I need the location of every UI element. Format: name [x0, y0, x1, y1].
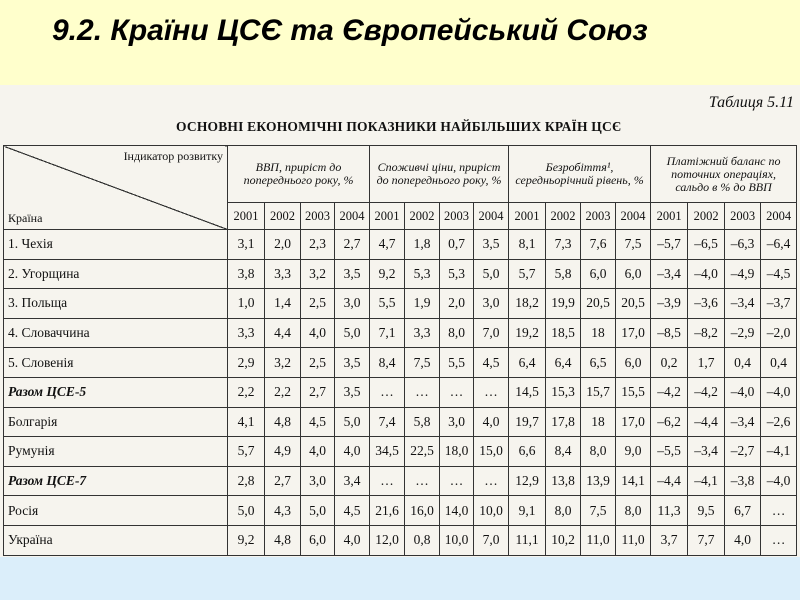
- value-cell: 19,9: [546, 289, 581, 319]
- value-cell: 2,7: [301, 377, 335, 407]
- year-header-cell: 2002: [265, 203, 301, 230]
- value-cell: 8,0: [440, 318, 474, 348]
- country-cell: 4. Словаччина: [4, 318, 228, 348]
- table-row: [4, 525, 797, 555]
- value-cell: 10,2: [546, 525, 581, 555]
- value-cell: 1,0: [228, 289, 265, 319]
- value-cell: 7,4: [370, 407, 405, 437]
- value-cell: –4,1: [688, 466, 725, 496]
- value-cell: 0,8: [405, 525, 440, 555]
- value-cell: 18: [581, 318, 616, 348]
- value-cell: 10,0: [440, 525, 474, 555]
- value-cell: –4,4: [688, 407, 725, 437]
- value-cell: 5,3: [405, 259, 440, 289]
- country-cell: Румунія: [4, 437, 228, 467]
- value-cell: …: [761, 496, 797, 526]
- group-header-unemployment: Безробіття¹, середньорічний рівень, %: [509, 146, 651, 203]
- value-cell: 17,8: [546, 407, 581, 437]
- group-header-row: [4, 146, 797, 203]
- value-cell: 15,7: [581, 377, 616, 407]
- value-cell: –3,4: [725, 289, 761, 319]
- value-cell: 3,2: [301, 259, 335, 289]
- value-cell: 20,5: [581, 289, 616, 319]
- value-cell: 9,5: [688, 496, 725, 526]
- value-cell: –2,6: [761, 407, 797, 437]
- value-cell: 6,4: [509, 348, 546, 378]
- value-cell: 1,8: [405, 230, 440, 260]
- value-cell: 2,5: [301, 289, 335, 319]
- value-cell: 7,5: [616, 230, 651, 260]
- value-cell: –4,0: [761, 377, 797, 407]
- value-cell: 6,0: [616, 259, 651, 289]
- value-cell: 4,0: [301, 318, 335, 348]
- value-cell: 7,7: [688, 525, 725, 555]
- value-cell: 9,2: [228, 525, 265, 555]
- value-cell: 2,5: [301, 348, 335, 378]
- value-cell: 3,0: [335, 289, 370, 319]
- value-cell: 3,5: [335, 377, 370, 407]
- year-header-cell: 2001: [651, 203, 688, 230]
- value-cell: 34,5: [370, 437, 405, 467]
- value-cell: …: [370, 377, 405, 407]
- year-header-cell: 2003: [725, 203, 761, 230]
- value-cell: 5,5: [440, 348, 474, 378]
- group-header-cpi: Споживчі ціни, приріст до попереднього року, %: [370, 146, 509, 203]
- value-cell: 6,0: [301, 525, 335, 555]
- value-cell: 13,8: [546, 466, 581, 496]
- value-cell: –2,0: [761, 318, 797, 348]
- year-header-cell: 2001: [370, 203, 405, 230]
- value-cell: 3,3: [405, 318, 440, 348]
- country-cell: 3. Польща: [4, 289, 228, 319]
- value-cell: 9,0: [616, 437, 651, 467]
- value-cell: 4,5: [301, 407, 335, 437]
- value-cell: 4,7: [370, 230, 405, 260]
- value-cell: 4,0: [335, 437, 370, 467]
- value-cell: …: [370, 466, 405, 496]
- value-cell: 4,5: [335, 496, 370, 526]
- value-cell: 22,5: [405, 437, 440, 467]
- value-cell: 11,0: [581, 525, 616, 555]
- value-cell: 14,0: [440, 496, 474, 526]
- value-cell: –4,9: [725, 259, 761, 289]
- value-cell: 17,0: [616, 407, 651, 437]
- value-cell: 3,3: [265, 259, 301, 289]
- year-header-cell: 2001: [228, 203, 265, 230]
- value-cell: 7,5: [581, 496, 616, 526]
- value-cell: 18: [581, 407, 616, 437]
- value-cell: 1,9: [405, 289, 440, 319]
- value-cell: 4,8: [265, 407, 301, 437]
- value-cell: 6,7: [725, 496, 761, 526]
- value-cell: –4,2: [651, 377, 688, 407]
- year-header-cell: 2002: [688, 203, 725, 230]
- value-cell: 3,5: [335, 259, 370, 289]
- value-cell: 2,2: [265, 377, 301, 407]
- table-body: [4, 230, 797, 556]
- value-cell: –5,7: [651, 230, 688, 260]
- value-cell: –4,5: [761, 259, 797, 289]
- year-header-cell: 2004: [761, 203, 797, 230]
- value-cell: 18,0: [440, 437, 474, 467]
- table-row: [4, 348, 797, 378]
- value-cell: 14,1: [616, 466, 651, 496]
- value-cell: 11,1: [509, 525, 546, 555]
- country-cell: Росія: [4, 496, 228, 526]
- year-header-cell: 2001: [509, 203, 546, 230]
- group-header-gdp: ВВП, приріст до попереднього року, %: [228, 146, 370, 203]
- table-row: [4, 289, 797, 319]
- table-caption: Таблиця 5.11: [708, 94, 794, 111]
- table-row: [4, 496, 797, 526]
- value-cell: 8,4: [370, 348, 405, 378]
- value-cell: 7,0: [474, 525, 509, 555]
- value-cell: 20,5: [616, 289, 651, 319]
- value-cell: 12,9: [509, 466, 546, 496]
- value-cell: 4,3: [265, 496, 301, 526]
- economic-indicators-table: [3, 145, 797, 556]
- country-cell: Разом ЦСЕ-7: [4, 466, 228, 496]
- value-cell: 4,5: [474, 348, 509, 378]
- value-cell: –6,5: [688, 230, 725, 260]
- year-header-cell: 2004: [474, 203, 509, 230]
- value-cell: 6,5: [581, 348, 616, 378]
- year-header-cell: 2003: [581, 203, 616, 230]
- value-cell: 0,4: [725, 348, 761, 378]
- diagonal-corner-cell: [4, 146, 228, 230]
- value-cell: 5,0: [228, 496, 265, 526]
- value-cell: –5,5: [651, 437, 688, 467]
- table-row: [4, 259, 797, 289]
- value-cell: 11,0: [616, 525, 651, 555]
- value-cell: 5,7: [228, 437, 265, 467]
- value-cell: –3,7: [761, 289, 797, 319]
- value-cell: 4,1: [228, 407, 265, 437]
- value-cell: 3,5: [474, 230, 509, 260]
- value-cell: 6,4: [546, 348, 581, 378]
- value-cell: –4,0: [725, 377, 761, 407]
- value-cell: –4,4: [651, 466, 688, 496]
- value-cell: –4,0: [688, 259, 725, 289]
- value-cell: 3,4: [335, 466, 370, 496]
- corner-indicator-label: Індикатор розвитку: [123, 149, 223, 163]
- value-cell: 8,0: [581, 437, 616, 467]
- value-cell: –2,9: [725, 318, 761, 348]
- value-cell: 3,1: [228, 230, 265, 260]
- value-cell: 0,7: [440, 230, 474, 260]
- value-cell: 4,4: [265, 318, 301, 348]
- year-header-cell: 2003: [301, 203, 335, 230]
- value-cell: 2,2: [228, 377, 265, 407]
- year-header-cell: 2004: [335, 203, 370, 230]
- value-cell: 7,6: [581, 230, 616, 260]
- value-cell: 6,0: [581, 259, 616, 289]
- value-cell: 4,8: [265, 525, 301, 555]
- value-cell: 5,8: [405, 407, 440, 437]
- value-cell: –2,7: [725, 437, 761, 467]
- value-cell: 5,0: [474, 259, 509, 289]
- group-header-balance: Платіжний баланс по поточних операціях, сальдо в % до ВВП: [651, 146, 797, 203]
- table-row: [4, 407, 797, 437]
- corner-country-label: Країна: [8, 211, 43, 225]
- value-cell: 15,5: [616, 377, 651, 407]
- value-cell: 2,0: [440, 289, 474, 319]
- value-cell: 3,5: [335, 348, 370, 378]
- table-row: [4, 437, 797, 467]
- value-cell: 15,0: [474, 437, 509, 467]
- value-cell: –4,1: [761, 437, 797, 467]
- value-cell: 5,0: [335, 407, 370, 437]
- value-cell: 3,7: [651, 525, 688, 555]
- value-cell: 19,7: [509, 407, 546, 437]
- country-cell: Разом ЦСЕ-5: [4, 377, 228, 407]
- value-cell: 2,7: [265, 466, 301, 496]
- slide-title: 9.2. Країни ЦСЄ та Європейський Союз: [52, 14, 648, 47]
- country-cell: Болгарія: [4, 407, 228, 437]
- value-cell: 5,7: [509, 259, 546, 289]
- value-cell: 9,1: [509, 496, 546, 526]
- footer-band: [0, 557, 800, 600]
- year-header-cell: 2004: [616, 203, 651, 230]
- value-cell: …: [474, 466, 509, 496]
- value-cell: 18,2: [509, 289, 546, 319]
- value-cell: 10,0: [474, 496, 509, 526]
- value-cell: 0,4: [761, 348, 797, 378]
- value-cell: 3,3: [228, 318, 265, 348]
- country-cell: 1. Чехія: [4, 230, 228, 260]
- value-cell: 5,8: [546, 259, 581, 289]
- value-cell: –3,9: [651, 289, 688, 319]
- value-cell: 18,5: [546, 318, 581, 348]
- value-cell: 1,7: [688, 348, 725, 378]
- value-cell: …: [440, 466, 474, 496]
- value-cell: …: [405, 466, 440, 496]
- value-cell: 4,0: [301, 437, 335, 467]
- value-cell: 4,9: [265, 437, 301, 467]
- value-cell: 3,2: [265, 348, 301, 378]
- country-cell: Україна: [4, 525, 228, 555]
- value-cell: 5,0: [335, 318, 370, 348]
- value-cell: –3,4: [725, 407, 761, 437]
- value-cell: …: [405, 377, 440, 407]
- value-cell: 3,0: [301, 466, 335, 496]
- value-cell: 2,7: [335, 230, 370, 260]
- value-cell: …: [474, 377, 509, 407]
- value-cell: –6,4: [761, 230, 797, 260]
- value-cell: 16,0: [405, 496, 440, 526]
- value-cell: 21,6: [370, 496, 405, 526]
- value-cell: –3,6: [688, 289, 725, 319]
- year-header-cell: 2002: [405, 203, 440, 230]
- value-cell: …: [761, 525, 797, 555]
- value-cell: –3,4: [651, 259, 688, 289]
- value-cell: 4,0: [335, 525, 370, 555]
- value-cell: 14,5: [509, 377, 546, 407]
- value-cell: –3,4: [688, 437, 725, 467]
- value-cell: –4,2: [688, 377, 725, 407]
- value-cell: 4,0: [474, 407, 509, 437]
- value-cell: 0,2: [651, 348, 688, 378]
- table-heading: ОСНОВНІ ЕКОНОМІЧНІ ПОКАЗНИКИ НАЙБІЛЬШИХ КРАЇН ЦСЄ: [176, 119, 622, 134]
- value-cell: 6,0: [616, 348, 651, 378]
- value-cell: –6,3: [725, 230, 761, 260]
- value-cell: 7,0: [474, 318, 509, 348]
- value-cell: 4,0: [725, 525, 761, 555]
- value-cell: –8,2: [688, 318, 725, 348]
- value-cell: 7,1: [370, 318, 405, 348]
- value-cell: –8,5: [651, 318, 688, 348]
- value-cell: 19,2: [509, 318, 546, 348]
- table-row: [4, 377, 797, 407]
- year-header-cell: 2002: [546, 203, 581, 230]
- value-cell: 7,5: [405, 348, 440, 378]
- value-cell: –6,2: [651, 407, 688, 437]
- value-cell: 11,3: [651, 496, 688, 526]
- country-cell: 5. Словенія: [4, 348, 228, 378]
- value-cell: 2,9: [228, 348, 265, 378]
- value-cell: 9,2: [370, 259, 405, 289]
- value-cell: 5,0: [301, 496, 335, 526]
- value-cell: 2,0: [265, 230, 301, 260]
- value-cell: 8,0: [546, 496, 581, 526]
- value-cell: 1,4: [265, 289, 301, 319]
- value-cell: 17,0: [616, 318, 651, 348]
- value-cell: 5,3: [440, 259, 474, 289]
- table-row: [4, 230, 797, 260]
- value-cell: 2,8: [228, 466, 265, 496]
- value-cell: 8,1: [509, 230, 546, 260]
- value-cell: 2,3: [301, 230, 335, 260]
- table-row: [4, 466, 797, 496]
- value-cell: 13,9: [581, 466, 616, 496]
- table-row: [4, 318, 797, 348]
- country-cell: 2. Угорщина: [4, 259, 228, 289]
- value-cell: 8,4: [546, 437, 581, 467]
- value-cell: …: [440, 377, 474, 407]
- value-cell: –3,8: [725, 466, 761, 496]
- value-cell: 3,0: [474, 289, 509, 319]
- value-cell: –4,0: [761, 466, 797, 496]
- value-cell: 6,6: [509, 437, 546, 467]
- value-cell: 12,0: [370, 525, 405, 555]
- value-cell: 15,3: [546, 377, 581, 407]
- value-cell: 5,5: [370, 289, 405, 319]
- value-cell: 7,3: [546, 230, 581, 260]
- value-cell: 3,0: [440, 407, 474, 437]
- value-cell: 8,0: [616, 496, 651, 526]
- value-cell: 3,8: [228, 259, 265, 289]
- year-header-cell: 2003: [440, 203, 474, 230]
